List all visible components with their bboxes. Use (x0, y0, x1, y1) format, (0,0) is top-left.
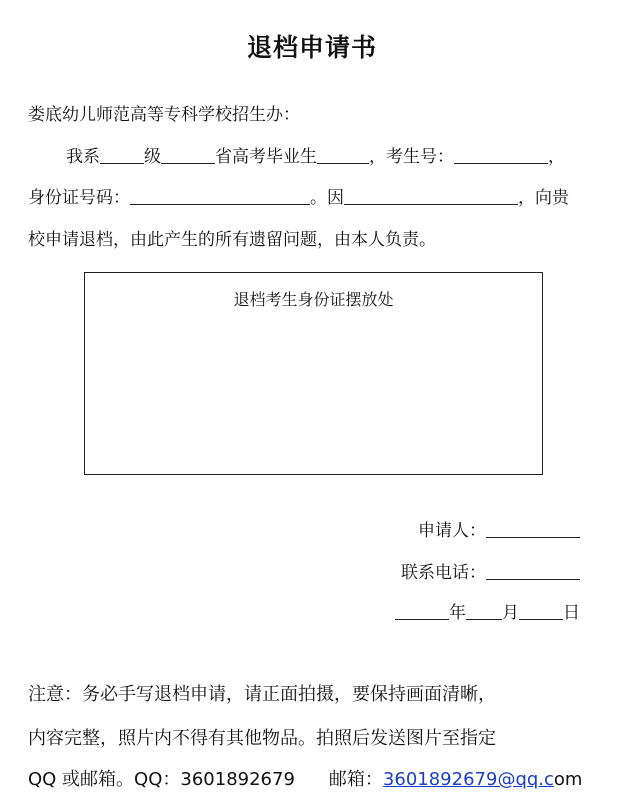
photo-box-label: 退档考生身份证摆放处 (233, 290, 394, 309)
id-reason-line (28, 187, 569, 209)
applicant-blank (486, 521, 580, 538)
text-to-school: ，向贵 (518, 188, 569, 208)
text-wo-xi: 我系 (66, 147, 100, 167)
year-label: 年 (449, 603, 466, 623)
id-number-blank (130, 188, 310, 205)
month-label: 月 (502, 603, 519, 623)
document-title: 退档申请书 (246, 33, 377, 62)
email-link[interactable]: 3601892679@qq.c (382, 769, 554, 790)
notice-line-2: 内容完整，照片内不得有其他物品。拍照后发送图片至指定 (28, 728, 496, 749)
text-exam-number: ，考生号： (369, 147, 454, 167)
text-graduate: 省高考毕业生 (215, 147, 317, 167)
text-reason: 。因 (310, 188, 344, 208)
phone-blank (486, 563, 580, 580)
applicant-label: 申请人： (418, 521, 486, 541)
addressee: 娄底幼儿师范高等专科学校招生办： (28, 105, 300, 125)
day-blank (519, 603, 563, 620)
year-blank (395, 603, 449, 620)
text-comma: ， (548, 147, 565, 167)
text-ji: 级 (144, 147, 161, 167)
applicant-line (418, 520, 580, 542)
reason-blank (344, 188, 518, 205)
notice-line-3 (28, 769, 582, 791)
province-blank (161, 147, 215, 164)
notice-line-1: 注意：务必手写退档申请，请正面拍摄，要保持画面清晰， (28, 684, 496, 705)
responsibility-statement: 校申请退档，由此产生的所有遗留问题，由本人负责。 (28, 230, 436, 250)
text-id-number: 身份证号码： (28, 188, 130, 208)
date-line (395, 602, 580, 624)
email-label: 邮箱： (328, 769, 383, 790)
day-label: 日 (563, 603, 580, 623)
graduate-blank (317, 147, 369, 164)
student-info-line (66, 146, 565, 168)
email-tail: om (553, 769, 583, 790)
exam-number-blank (454, 147, 548, 164)
phone-label: 联系电话： (401, 563, 486, 583)
qq-text: QQ 或邮箱。QQ：3601892679 (28, 769, 295, 790)
grade-blank (100, 147, 144, 164)
phone-line (401, 562, 580, 584)
id-card-photo-box (84, 272, 543, 475)
month-blank (466, 603, 502, 620)
